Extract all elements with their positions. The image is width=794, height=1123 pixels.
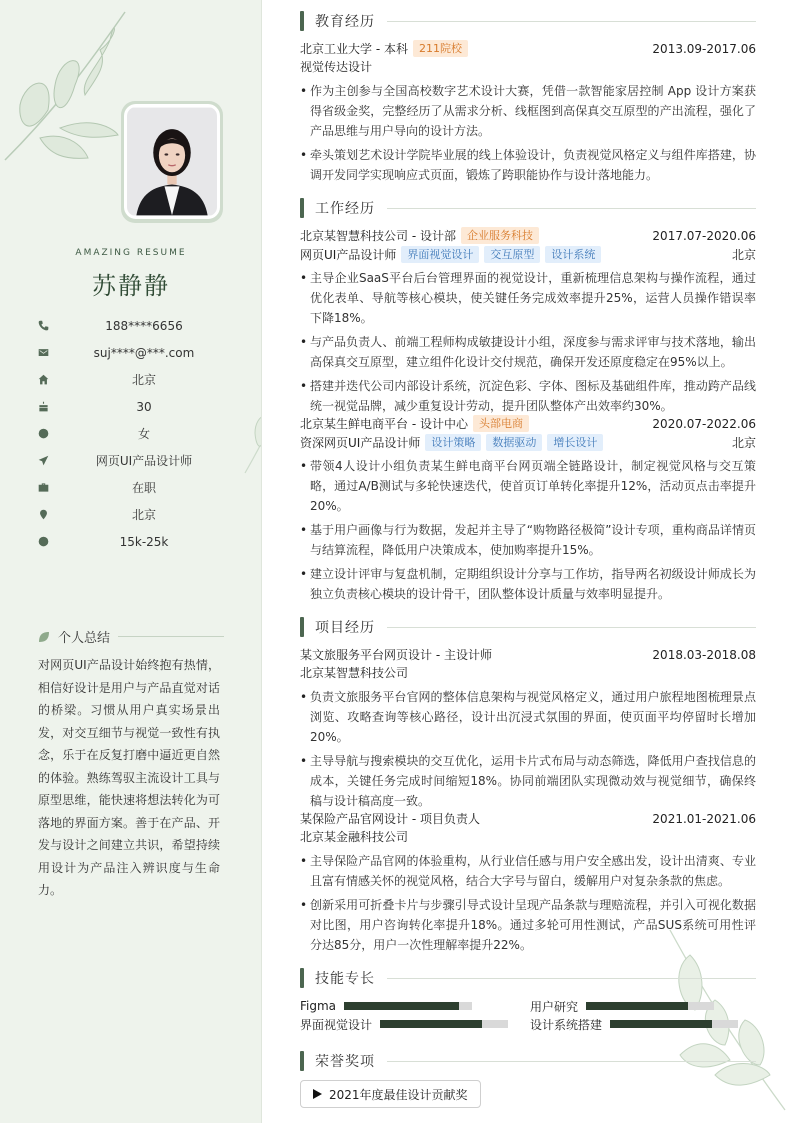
project-entry bbox=[300, 645, 756, 811]
summary-header: 个人总结 bbox=[38, 627, 224, 646]
list-item: • 负责文旅服务平台官网的整体信息架构与视觉风格定义，通过用户旅程地图梳理景点浏览、攻略查询等核心路径，设计出沉浸式氛围的界面，使页面平均停留时长增加20%。 bbox=[300, 687, 756, 747]
list-item: • 搭建并迭代公司内部设计系统，沉淀色彩、字体、图标及基础组件库，推动跨产品线统一视觉品牌，减少重复设计劳动，提升团队整体产出效率约30%。 bbox=[300, 376, 756, 416]
work-bullets bbox=[300, 456, 756, 604]
list-item: • 牵头策划艺术设计学院毕业展的线上体验设计，负责视觉风格定义与组件库搭建，协调开发同学实现响应式页面，锻炼了跨职能协作与设计落地能力。 bbox=[300, 145, 756, 185]
company-name: 北京某智慧科技公司 - 设计部 bbox=[300, 229, 456, 243]
send-icon bbox=[36, 454, 50, 468]
candidate-name: 苏静静 bbox=[92, 272, 170, 300]
phone-icon bbox=[36, 319, 50, 333]
job-role: 网页UI产品设计师 bbox=[300, 248, 397, 262]
leaf-decoration-icon bbox=[0, 10, 140, 170]
project-bullets bbox=[300, 687, 756, 811]
list-item: • 作为主创参与全国高校数字艺术设计大赛，凭借一款智能家居控制 App 设计方案获得省级金奖，完整经历了从需求分析、线框图到高保真交互原型的产出流程，强化了产品思维与用户导向的设计方法。 bbox=[300, 81, 756, 141]
gender-icon bbox=[36, 427, 50, 441]
project-entry bbox=[300, 809, 756, 955]
job-city: 北京 bbox=[731, 248, 756, 262]
project-org: 北京某金融科技公司 bbox=[300, 830, 409, 844]
skill-tag: 数据驱动 bbox=[486, 434, 542, 451]
education-entry bbox=[300, 39, 756, 185]
list-item: • 主导保险产品官网的体验重构，从行业信任感与用户安全感出发，设计出清爽、专业且富有情感关怀的视觉风格，结合大字号与留白，缓解用户对复杂条款的焦虑。 bbox=[300, 851, 756, 891]
skill-tag: 增长设计 bbox=[547, 434, 603, 451]
info-location: 北京 bbox=[36, 501, 236, 528]
job-role: 资深网页UI产品设计师 bbox=[300, 436, 421, 450]
info-home: 北京 bbox=[36, 366, 236, 393]
skill-fill bbox=[586, 1002, 688, 1010]
skill-bar bbox=[344, 1002, 472, 1010]
list-item: • 与产品负责人、前端工程师构成敏捷设计小组，深度参与需求评审与技术落地，输出高保真交互原型，建立组件化设计交付规范，确保开发还原度稳定在95%以上。 bbox=[300, 332, 756, 372]
skill-item: 设计系统搭建 bbox=[530, 1016, 738, 1032]
info-status: 在职 bbox=[36, 474, 236, 501]
skill-bar bbox=[380, 1020, 508, 1028]
project-name: 某文旅服务平台网页设计 - 主设计师 bbox=[300, 648, 492, 662]
industry-tag: 头部电商 bbox=[473, 415, 529, 432]
section-work-header: 工作经历 bbox=[300, 198, 756, 218]
contact-info-list bbox=[36, 312, 236, 555]
section-honors-header: 荣誉奖项 bbox=[300, 1051, 756, 1071]
summary-text: 对网页UI产品设计始终抱有热情，相信好设计是用户与产品直觉对话的桥梁。习惯从用户真实场景出发，对交互细节与视觉一致性有执念，乐于在反复打磨中逼近更自然的体验。熟练驾驭主流设计工具与原型思维，能快速将想法转化为可落地的界面方案。善于在产品、开发与设计之间建立共识，希望持续用设计为产品注入辨识度与生命力。 bbox=[38, 658, 220, 897]
info-gender: 女 bbox=[36, 420, 236, 447]
skill-item: 界面视觉设计 bbox=[300, 1016, 508, 1032]
list-item: • 主导导航与搜索模块的交互优化，运用卡片式布局与动态筛选，降低用户查找信息的成本，关键任务完成时间缩短18%。协同前端团队实现微动效与视觉细节，确保终稿与设计稿高度一致。 bbox=[300, 751, 756, 811]
project-date: 2018.03-2018.08 bbox=[652, 647, 756, 662]
skill-fill bbox=[610, 1020, 712, 1028]
cake-icon bbox=[36, 400, 50, 414]
education-bullets bbox=[300, 81, 756, 185]
job-city: 北京 bbox=[731, 436, 756, 450]
mail-icon bbox=[36, 346, 50, 360]
briefcase-icon bbox=[36, 481, 50, 495]
school-name: 北京工业大学 - 本科 bbox=[300, 42, 408, 56]
avatar bbox=[124, 104, 220, 219]
project-name: 某保险产品官网设计 - 项目负责人 bbox=[300, 812, 480, 826]
info-age: 30 bbox=[36, 393, 236, 420]
leaf-decoration-icon bbox=[240, 368, 262, 478]
industry-tag: 企业服务科技 bbox=[461, 227, 539, 244]
section-projects-header: 项目经历 bbox=[300, 617, 756, 637]
salary-icon bbox=[36, 535, 50, 549]
brand-subtitle: AMAZING RESUME bbox=[75, 248, 187, 258]
project-date: 2021.01-2021.06 bbox=[652, 811, 756, 826]
list-item: • 主导企业SaaS平台后台管理界面的视觉设计，重新梳理信息架构与操作流程，通过优化表单、导航等核心模块，使关键任务完成效率提升25%，运营人员操作错误率下降18%。 bbox=[300, 268, 756, 328]
skill-fill bbox=[380, 1020, 482, 1028]
location-icon bbox=[36, 508, 50, 522]
skill-tag: 界面视觉设计 bbox=[401, 246, 479, 263]
company-name: 北京某生鲜电商平台 - 设计中心 bbox=[300, 417, 468, 431]
portrait-icon bbox=[127, 107, 217, 216]
list-item: • 基于用户画像与行为数据，发起并主导了“购物路径极简”设计专项，重构商品详情页与结算流程，降低用户决策成本，使加购率提升15%。 bbox=[300, 520, 756, 560]
play-triangle-icon bbox=[313, 1089, 322, 1099]
skill-tag: 设计系统 bbox=[545, 246, 601, 263]
work-date: 2017.07-2020.06 bbox=[652, 228, 756, 243]
work-entry bbox=[300, 414, 756, 604]
education-major: 视觉传达设计 bbox=[300, 60, 373, 74]
info-email: suj****@***.com bbox=[36, 339, 236, 366]
skill-item: Figma bbox=[300, 998, 472, 1014]
section-education-header: 教育经历 bbox=[300, 11, 756, 31]
info-position: 网页UI产品设计师 bbox=[36, 447, 236, 474]
project-bullets bbox=[300, 851, 756, 955]
work-entry bbox=[300, 226, 756, 416]
skill-tag: 交互原型 bbox=[484, 246, 540, 263]
list-item: • 带领4人设计小组负责某生鲜电商平台网页端全链路设计，制定视觉风格与交互策略，通过A/B测试与多轮快速迭代，使首页订单转化率提升12%，活动页点击率提升20%。 bbox=[300, 456, 756, 516]
school-tag: 211院校 bbox=[413, 40, 468, 57]
education-date: 2013.09-2017.06 bbox=[652, 41, 756, 56]
list-item: • 创新采用可折叠卡片与步骤引导式设计呈现产品条款与理赔流程，并引入可视化数据对比图，用户咨询转化率提升18%。通过多轮可用性测试，产品SUS系统可用性评分达85分，用户一次性理解率提升22%。 bbox=[300, 895, 756, 955]
skill-bar bbox=[610, 1020, 738, 1028]
project-org: 北京某智慧科技公司 bbox=[300, 666, 409, 680]
home-icon bbox=[36, 373, 50, 387]
leaf-icon bbox=[38, 631, 50, 643]
work-date: 2020.07-2022.06 bbox=[652, 416, 756, 431]
list-item: • 建立设计评审与复盘机制，定期组织设计分享与工作坊，指导两名初级设计师成长为独立负责核心模块的设计骨干，团队整体设计质量与效率明显提升。 bbox=[300, 564, 756, 604]
section-skills-header: 技能专长 bbox=[300, 968, 756, 988]
skill-tag: 设计策略 bbox=[425, 434, 481, 451]
work-bullets bbox=[300, 268, 756, 416]
info-phone: 188****6656 bbox=[36, 312, 236, 339]
skill-item: 用户研究 bbox=[530, 998, 714, 1014]
info-salary: 15k-25k bbox=[36, 528, 236, 555]
honor-item: 2021年度最佳设计贡献奖 bbox=[300, 1080, 481, 1108]
skill-fill bbox=[344, 1002, 459, 1010]
skill-bar bbox=[586, 1002, 714, 1010]
sidebar bbox=[0, 0, 262, 1123]
